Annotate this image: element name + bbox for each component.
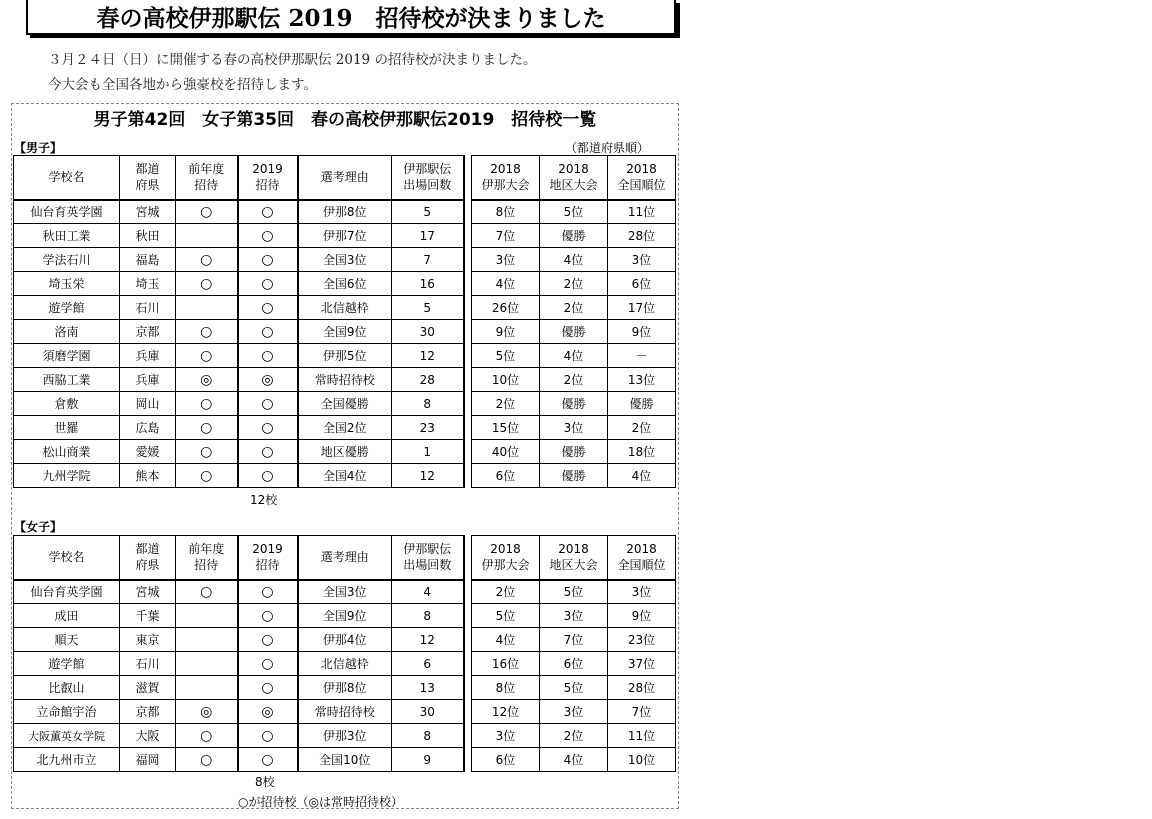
cell-prev-invite — [176, 224, 238, 248]
column-gap — [464, 296, 472, 320]
cell-invite-2019: ○ — [238, 320, 298, 344]
cell-ina-2018: 6位 — [472, 464, 540, 488]
cell-reason: 伊那7位 — [298, 224, 392, 248]
cell-appearances: 13 — [392, 676, 464, 700]
column-gap — [464, 604, 472, 628]
cell-regional-2018: 優勝 — [540, 464, 608, 488]
cell-ina-2018: 26位 — [472, 296, 540, 320]
cell-invite-2019: ◎ — [238, 700, 298, 724]
cell-regional-2018: 6位 — [540, 652, 608, 676]
cell-invite-2019: ○ — [238, 440, 298, 464]
cell-regional-2018: 優勝 — [540, 440, 608, 464]
cell-prefecture: 大阪 — [120, 724, 176, 748]
header-ina-2018: 2018 伊那大会 — [472, 536, 540, 580]
cell-prev-invite: ○ — [176, 248, 238, 272]
header-school: 学校名 — [14, 536, 120, 580]
cell-prefecture: 広島 — [120, 416, 176, 440]
cell-prev-invite: ○ — [176, 344, 238, 368]
table-row — [14, 296, 676, 320]
cell-national-2018: 28位 — [608, 676, 676, 700]
column-gap — [464, 200, 472, 224]
cell-regional-2018: 優勝 — [540, 392, 608, 416]
cell-invite-2019: ○ — [238, 724, 298, 748]
cell-appearances: 12 — [392, 628, 464, 652]
header-invite-2019: 2019 招待 — [238, 536, 298, 580]
cell-prev-invite: ○ — [176, 580, 238, 604]
cell-school: 西脇工業 — [14, 368, 120, 392]
table-row — [14, 368, 676, 392]
cell-appearances: 6 — [392, 652, 464, 676]
cell-school: 世羅 — [14, 416, 120, 440]
cell-school: 九州学院 — [14, 464, 120, 488]
table-header-row — [14, 536, 676, 580]
cell-reason: 全国3位 — [298, 580, 392, 604]
page-title: 春の高校伊那駅伝 2019 招待校が決まりました — [26, 0, 676, 35]
table-row — [14, 464, 676, 488]
cell-school: 大阪薫英女学院 — [14, 724, 120, 748]
header-prefecture: 都道 府県 — [120, 156, 176, 200]
table-row — [14, 676, 676, 700]
cell-national-2018: 18位 — [608, 440, 676, 464]
women-count: 8校 — [255, 775, 275, 789]
table-row — [14, 700, 676, 724]
column-gap — [464, 748, 472, 772]
cell-reason: 全国4位 — [298, 464, 392, 488]
cell-school: 松山商業 — [14, 440, 120, 464]
column-gap — [464, 224, 472, 248]
cell-regional-2018: 2位 — [540, 724, 608, 748]
cell-prev-invite: ○ — [176, 440, 238, 464]
women-section-label: 【女子】 — [14, 520, 63, 534]
cell-prev-invite: ◎ — [176, 368, 238, 392]
cell-national-2018: 11位 — [608, 724, 676, 748]
header-prefecture: 都道 府県 — [120, 536, 176, 580]
cell-national-2018: 23位 — [608, 628, 676, 652]
cell-national-2018: 優勝 — [608, 392, 676, 416]
cell-invite-2019: ○ — [238, 344, 298, 368]
header-appearances: 伊那駅伝 出場回数 — [392, 156, 464, 200]
cell-regional-2018: 7位 — [540, 628, 608, 652]
cell-reason: 全国3位 — [298, 248, 392, 272]
column-gap — [464, 676, 472, 700]
cell-regional-2018: 5位 — [540, 580, 608, 604]
table-row — [14, 344, 676, 368]
table-row — [14, 392, 676, 416]
cell-prefecture: 岡山 — [120, 392, 176, 416]
cell-national-2018: 4位 — [608, 464, 676, 488]
cell-national-2018: － — [608, 344, 676, 368]
cell-invite-2019: ○ — [238, 676, 298, 700]
cell-regional-2018: 5位 — [540, 676, 608, 700]
cell-reason: 常時招待校 — [298, 700, 392, 724]
cell-invite-2019: ○ — [238, 200, 298, 224]
cell-ina-2018: 4位 — [472, 628, 540, 652]
cell-school: 遊学館 — [14, 652, 120, 676]
column-gap — [464, 344, 472, 368]
cell-appearances: 12 — [392, 464, 464, 488]
table-row — [14, 272, 676, 296]
cell-ina-2018: 15位 — [472, 416, 540, 440]
prefecture-order-note: （都道府県順） — [565, 141, 650, 155]
table-row — [14, 724, 676, 748]
column-gap — [464, 416, 472, 440]
column-gap — [464, 392, 472, 416]
cell-national-2018: 10位 — [608, 748, 676, 772]
cell-reason: 伊那4位 — [298, 628, 392, 652]
cell-prefecture: 宮城 — [120, 580, 176, 604]
cell-school: 仙台育英学園 — [14, 580, 120, 604]
cell-school: 遊学館 — [14, 296, 120, 320]
cell-appearances: 8 — [392, 724, 464, 748]
header-prev-invite: 前年度 招待 — [176, 536, 238, 580]
header-reason: 選考理由 — [298, 536, 392, 580]
header-regional-2018: 2018 地区大会 — [540, 536, 608, 580]
cell-prefecture: 東京 — [120, 628, 176, 652]
cell-ina-2018: 16位 — [472, 652, 540, 676]
cell-prev-invite — [176, 628, 238, 652]
column-gap — [464, 724, 472, 748]
cell-ina-2018: 7位 — [472, 224, 540, 248]
cell-appearances: 8 — [392, 604, 464, 628]
cell-school: 秋田工業 — [14, 224, 120, 248]
table-row — [14, 748, 676, 772]
table-row — [14, 320, 676, 344]
cell-ina-2018: 5位 — [472, 344, 540, 368]
cell-prefecture: 千葉 — [120, 604, 176, 628]
cell-reason: 全国2位 — [298, 416, 392, 440]
cell-regional-2018: 4位 — [540, 248, 608, 272]
cell-appearances: 4 — [392, 580, 464, 604]
invite-list-title: 男子第42回 女子第35回 春の高校伊那駅伝2019 招待校一覧 — [93, 110, 597, 130]
cell-school: 仙台育英学園 — [14, 200, 120, 224]
cell-ina-2018: 8位 — [472, 676, 540, 700]
column-gap — [464, 652, 472, 676]
cell-appearances: 16 — [392, 272, 464, 296]
cell-appearances: 5 — [392, 296, 464, 320]
table-row — [14, 440, 676, 464]
cell-prev-invite: ○ — [176, 320, 238, 344]
cell-invite-2019: ○ — [238, 392, 298, 416]
cell-reason: 伊那8位 — [298, 676, 392, 700]
cell-national-2018: 11位 — [608, 200, 676, 224]
cell-school: 北九州市立 — [14, 748, 120, 772]
cell-prev-invite — [176, 296, 238, 320]
cell-regional-2018: 2位 — [540, 368, 608, 392]
column-gap — [464, 368, 472, 392]
header-appearances: 伊那駅伝 出場回数 — [392, 536, 464, 580]
cell-appearances: 8 — [392, 392, 464, 416]
cell-ina-2018: 6位 — [472, 748, 540, 772]
cell-appearances: 23 — [392, 416, 464, 440]
cell-school: 比叡山 — [14, 676, 120, 700]
cell-ina-2018: 9位 — [472, 320, 540, 344]
cell-school: 立命館宇治 — [14, 700, 120, 724]
cell-prefecture: 兵庫 — [120, 344, 176, 368]
men-section-label: 【男子】 — [14, 141, 63, 155]
cell-appearances: 1 — [392, 440, 464, 464]
cell-reason: 全国9位 — [298, 604, 392, 628]
cell-prev-invite: ○ — [176, 464, 238, 488]
cell-ina-2018: 2位 — [472, 580, 540, 604]
header-ina-2018: 2018 伊那大会 — [472, 156, 540, 200]
cell-ina-2018: 2位 — [472, 392, 540, 416]
men-count: 12校 — [250, 493, 278, 507]
cell-reason: 全国優勝 — [298, 392, 392, 416]
cell-national-2018: 9位 — [608, 604, 676, 628]
cell-appearances: 30 — [392, 320, 464, 344]
cell-prev-invite — [176, 604, 238, 628]
cell-prefecture: 石川 — [120, 296, 176, 320]
table-row — [14, 604, 676, 628]
cell-regional-2018: 3位 — [540, 604, 608, 628]
cell-prefecture: 愛媛 — [120, 440, 176, 464]
cell-invite-2019: ○ — [238, 272, 298, 296]
cell-regional-2018: 2位 — [540, 296, 608, 320]
header-regional-2018: 2018 地区大会 — [540, 156, 608, 200]
cell-prefecture: 京都 — [120, 700, 176, 724]
cell-invite-2019: ○ — [238, 296, 298, 320]
cell-prefecture: 秋田 — [120, 224, 176, 248]
cell-appearances: 17 — [392, 224, 464, 248]
cell-national-2018: 9位 — [608, 320, 676, 344]
cell-invite-2019: ○ — [238, 628, 298, 652]
cell-prefecture: 京都 — [120, 320, 176, 344]
cell-appearances: 28 — [392, 368, 464, 392]
cell-prev-invite: ○ — [176, 416, 238, 440]
cell-appearances: 30 — [392, 700, 464, 724]
cell-school: 洛南 — [14, 320, 120, 344]
cell-invite-2019: ○ — [238, 604, 298, 628]
intro-line-2: 今大会も全国各地から強豪校を招待します。 — [48, 77, 317, 93]
table-row — [14, 580, 676, 604]
cell-invite-2019: ○ — [238, 464, 298, 488]
table-row — [14, 628, 676, 652]
cell-ina-2018: 8位 — [472, 200, 540, 224]
cell-reason: 北信越枠 — [298, 296, 392, 320]
table-row — [14, 200, 676, 224]
cell-invite-2019: ◎ — [238, 368, 298, 392]
cell-prefecture: 滋賀 — [120, 676, 176, 700]
table-row — [14, 416, 676, 440]
cell-reason: 伊那3位 — [298, 724, 392, 748]
cell-school: 須磨学園 — [14, 344, 120, 368]
header-national-2018: 2018 全国順位 — [608, 536, 676, 580]
cell-regional-2018: 2位 — [540, 272, 608, 296]
column-gap — [464, 272, 472, 296]
table-row — [14, 224, 676, 248]
legend-note: ○が招待校（◎は常時招待校） — [238, 795, 403, 809]
cell-prev-invite: ○ — [176, 748, 238, 772]
cell-prefecture: 兵庫 — [120, 368, 176, 392]
cell-appearances: 5 — [392, 200, 464, 224]
cell-national-2018: 3位 — [608, 580, 676, 604]
cell-prefecture: 福島 — [120, 248, 176, 272]
cell-regional-2018: 3位 — [540, 700, 608, 724]
column-gap — [464, 156, 472, 200]
header-invite-2019: 2019 招待 — [238, 156, 298, 200]
cell-prev-invite: ◎ — [176, 700, 238, 724]
men-invite-table — [13, 155, 676, 488]
column-gap — [464, 580, 472, 604]
column-gap — [464, 700, 472, 724]
header-school: 学校名 — [14, 156, 120, 200]
cell-regional-2018: 優勝 — [540, 320, 608, 344]
cell-reason: 全国6位 — [298, 272, 392, 296]
cell-reason: 全国10位 — [298, 748, 392, 772]
cell-invite-2019: ○ — [238, 416, 298, 440]
cell-reason: 全国9位 — [298, 320, 392, 344]
cell-reason: 常時招待校 — [298, 368, 392, 392]
column-gap — [464, 248, 472, 272]
cell-appearances: 9 — [392, 748, 464, 772]
column-gap — [464, 440, 472, 464]
intro-line-1: ３月２４日（日）に開催する春の高校伊那駅伝 2019 の招待校が決まりました。 — [48, 52, 537, 68]
cell-national-2018: 3位 — [608, 248, 676, 272]
cell-invite-2019: ○ — [238, 248, 298, 272]
cell-ina-2018: 12位 — [472, 700, 540, 724]
cell-school: 埼玉栄 — [14, 272, 120, 296]
cell-invite-2019: ○ — [238, 580, 298, 604]
cell-prev-invite — [176, 676, 238, 700]
cell-prev-invite: ○ — [176, 200, 238, 224]
cell-national-2018: 13位 — [608, 368, 676, 392]
cell-reason: 北信越枠 — [298, 652, 392, 676]
cell-invite-2019: ○ — [238, 224, 298, 248]
cell-national-2018: 7位 — [608, 700, 676, 724]
cell-regional-2018: 4位 — [540, 748, 608, 772]
header-prev-invite: 前年度 招待 — [176, 156, 238, 200]
table-row — [14, 652, 676, 676]
cell-prev-invite: ○ — [176, 272, 238, 296]
cell-school: 学法石川 — [14, 248, 120, 272]
cell-appearances: 12 — [392, 344, 464, 368]
women-invite-table — [13, 535, 676, 772]
cell-ina-2018: 40位 — [472, 440, 540, 464]
cell-ina-2018: 3位 — [472, 248, 540, 272]
cell-prefecture: 石川 — [120, 652, 176, 676]
cell-regional-2018: 5位 — [540, 200, 608, 224]
cell-prefecture: 埼玉 — [120, 272, 176, 296]
cell-prefecture: 熊本 — [120, 464, 176, 488]
cell-invite-2019: ○ — [238, 652, 298, 676]
cell-regional-2018: 3位 — [540, 416, 608, 440]
cell-national-2018: 17位 — [608, 296, 676, 320]
cell-ina-2018: 10位 — [472, 368, 540, 392]
cell-prev-invite: ○ — [176, 392, 238, 416]
cell-prev-invite: ○ — [176, 724, 238, 748]
cell-ina-2018: 3位 — [472, 724, 540, 748]
cell-prev-invite — [176, 652, 238, 676]
cell-ina-2018: 4位 — [472, 272, 540, 296]
cell-invite-2019: ○ — [238, 748, 298, 772]
cell-reason: 伊那5位 — [298, 344, 392, 368]
cell-national-2018: 37位 — [608, 652, 676, 676]
cell-prefecture: 宮城 — [120, 200, 176, 224]
cell-reason: 伊那8位 — [298, 200, 392, 224]
cell-national-2018: 6位 — [608, 272, 676, 296]
cell-school: 倉敷 — [14, 392, 120, 416]
cell-school: 成田 — [14, 604, 120, 628]
column-gap — [464, 320, 472, 344]
cell-national-2018: 2位 — [608, 416, 676, 440]
table-header-row — [14, 156, 676, 200]
column-gap — [464, 464, 472, 488]
cell-reason: 地区優勝 — [298, 440, 392, 464]
cell-regional-2018: 優勝 — [540, 224, 608, 248]
cell-national-2018: 28位 — [608, 224, 676, 248]
cell-school: 順天 — [14, 628, 120, 652]
cell-appearances: 7 — [392, 248, 464, 272]
table-row — [14, 248, 676, 272]
column-gap — [464, 628, 472, 652]
cell-regional-2018: 4位 — [540, 344, 608, 368]
column-gap — [464, 536, 472, 580]
header-national-2018: 2018 全国順位 — [608, 156, 676, 200]
cell-prefecture: 福岡 — [120, 748, 176, 772]
cell-ina-2018: 5位 — [472, 604, 540, 628]
header-reason: 選考理由 — [298, 156, 392, 200]
